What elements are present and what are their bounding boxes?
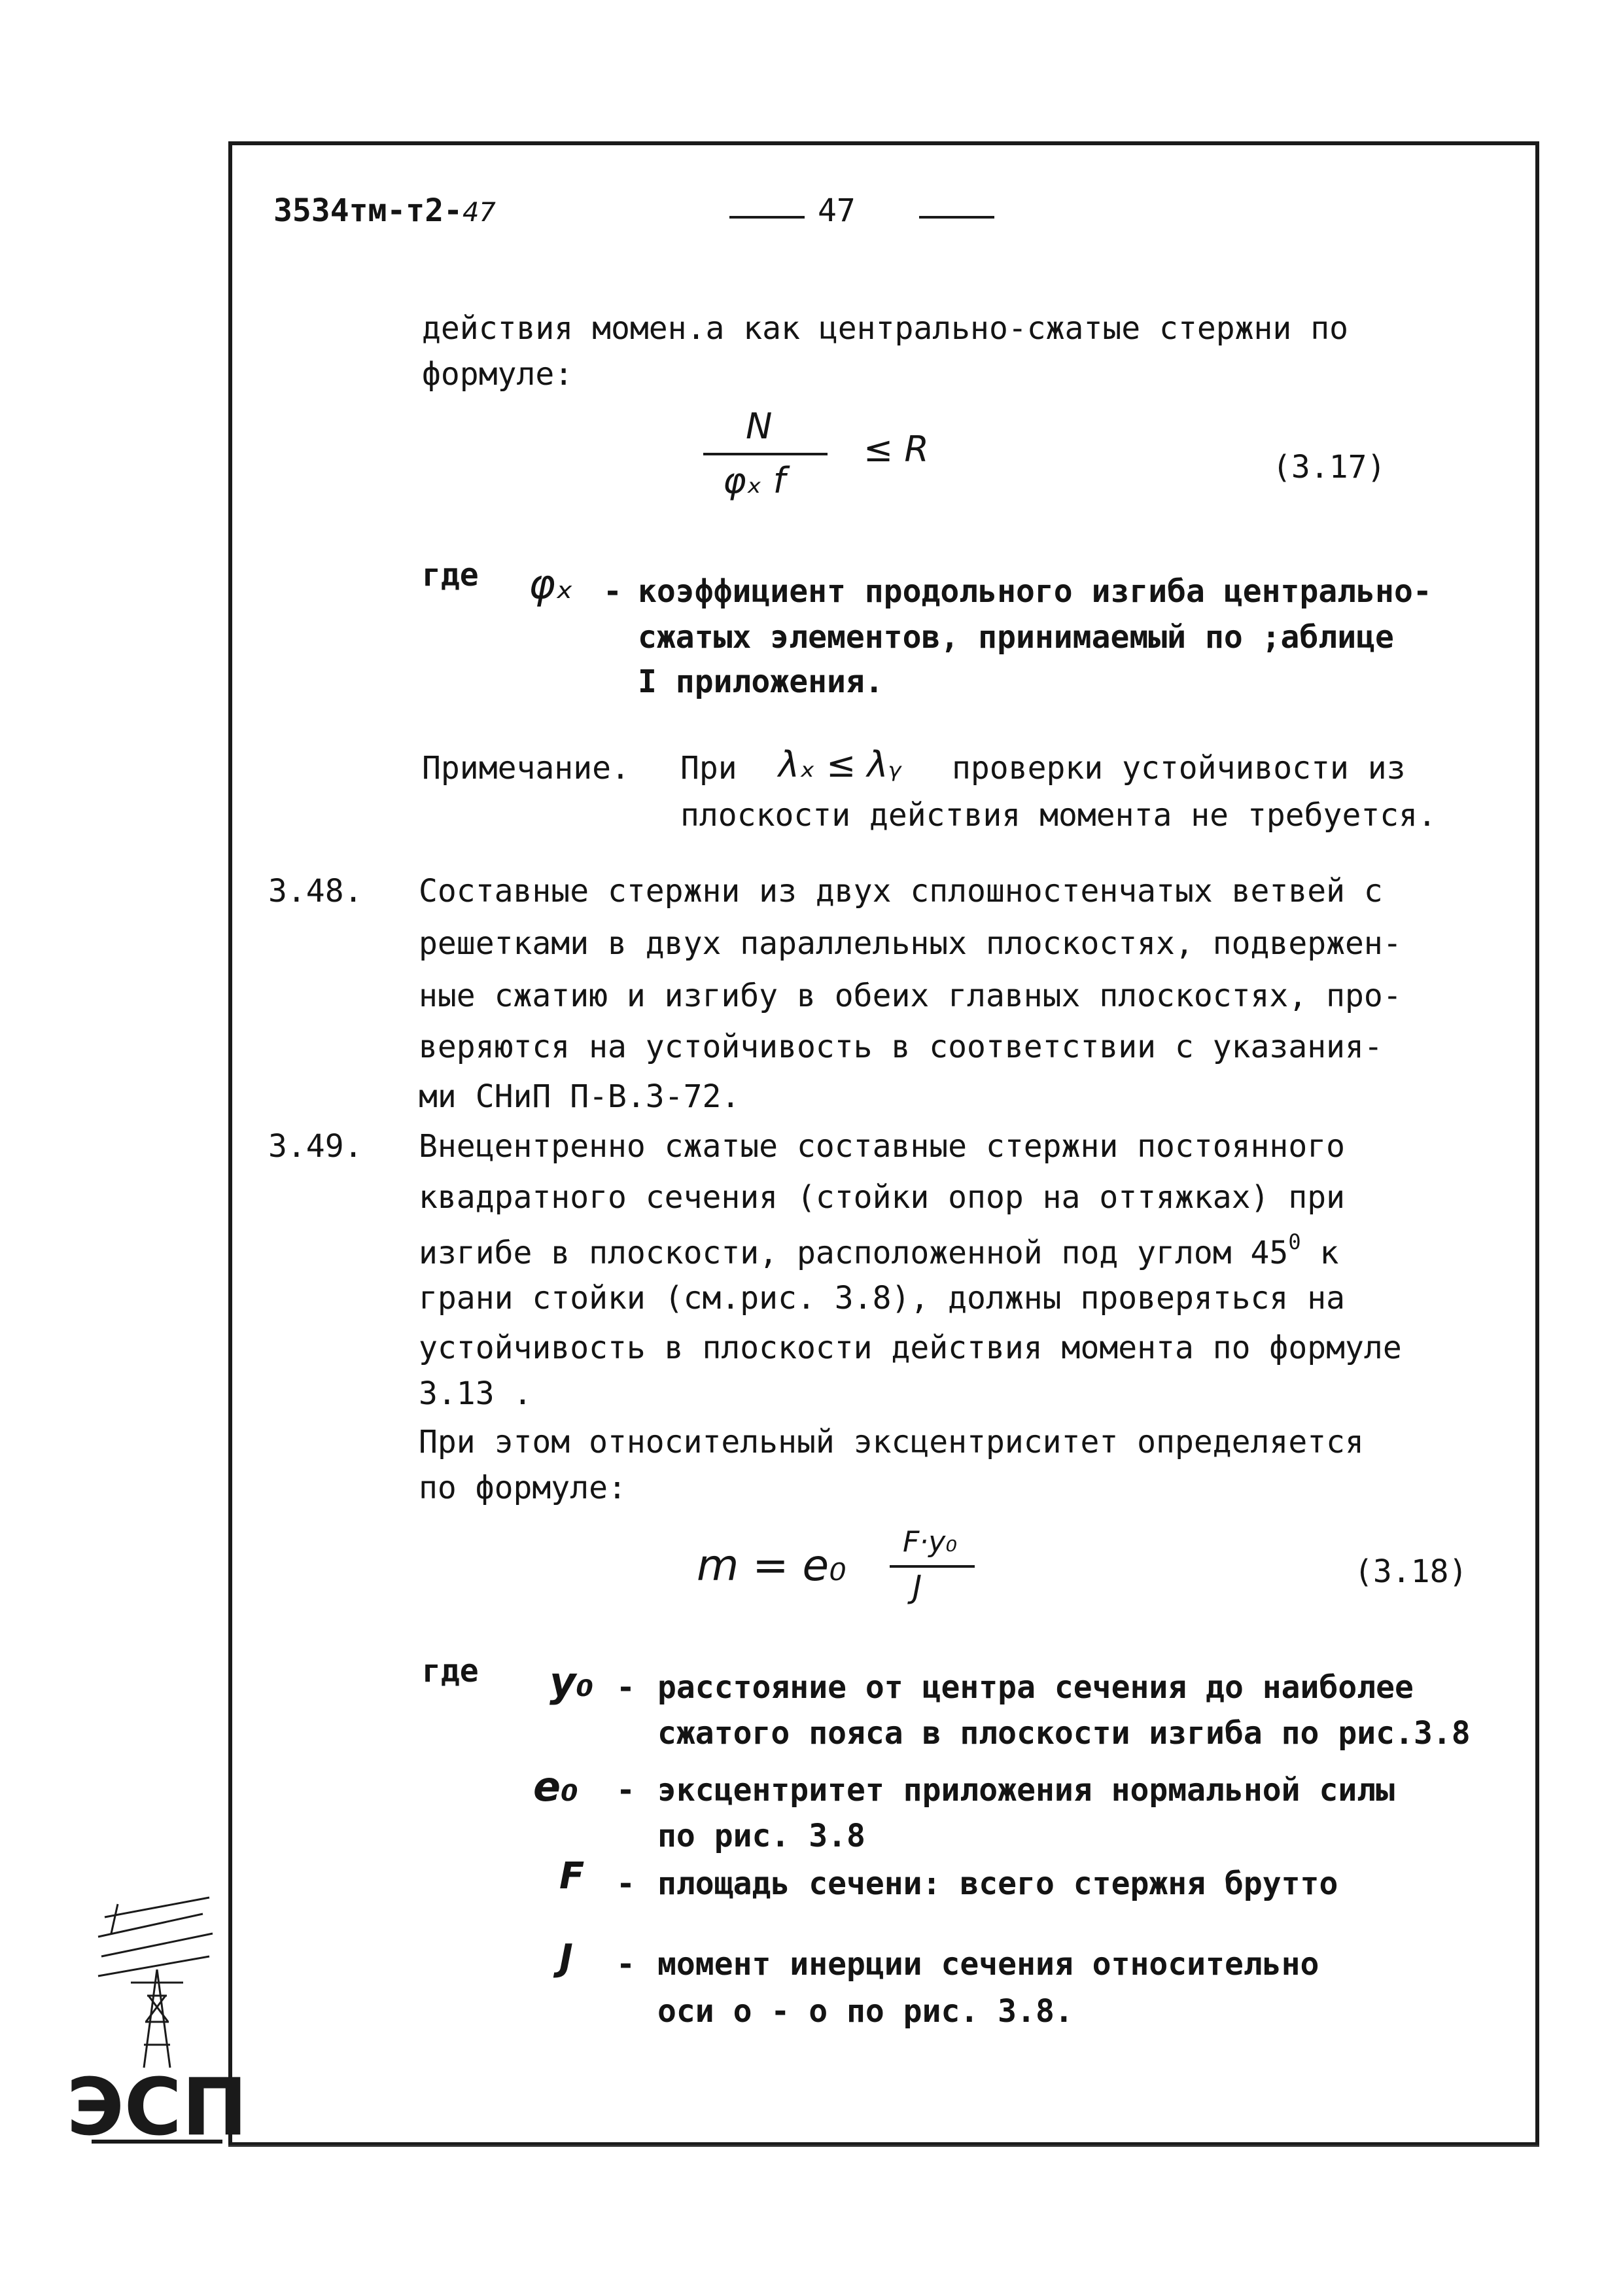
section-3-48-number: 3.48. [268,873,363,910]
where-2-item-line: расстояние от центра сечения до наиболее [657,1669,1414,1706]
intro-line-1: действия момен.а как центрально-сжатые стержни по [422,310,1349,347]
where-2-item-line: по рис. 3.8 [657,1818,865,1854]
where-1-line-3: I приложения. [638,663,884,700]
section-3-49-line: 3.13 . [419,1375,532,1412]
where-2-dash: - [616,1946,635,1983]
formula-3-18-lhs: m = e₀ [697,1540,846,1591]
where-2-item-line: эксцентритет приложения нормальной силы [657,1772,1395,1809]
section-3-48-line: ми СНиП П-В.3-72. [419,1078,741,1115]
formula-3-18-numerator: F·y₀ [903,1525,957,1559]
esp-logo-stamp [66,1898,248,2153]
section-3-48-line: Составные стержни из двух сплошностенчатых ветвей с [419,873,1383,910]
section-3-49-line: грани стойки (см.рис. 3.8), должны проверяться на [419,1280,1346,1316]
where-2-item-line: сжатого пояса в плоскости изгиба по рис.3.8 [657,1715,1471,1752]
section-3-48-line: решетками в двух параллельных плоскостях, подвержен- [419,925,1402,962]
where-1-line-2: сжатых элементов, принимаемый по ;аблице [638,619,1394,656]
formula-3-17-denominator: φₓ f [723,460,786,501]
header-dash-right [919,216,994,219]
section-3-49-line: квадратного сечения (стойки опор на оттяжках) при [419,1179,1346,1216]
section-3-49-line: устойчивость в плоскости действия момента по формуле [419,1330,1402,1366]
section-3-49-line: Внецентренно сжатые составные стержни постоянного [419,1128,1346,1165]
formula-3-17-numerator: N [746,406,773,447]
where-2-word: где [422,1653,479,1689]
where-2-item-line: оси о - о по рис. 3.8. [657,1993,1073,2030]
section-3-49-after-line-1: При этом относительный эксцентриситет определяется [419,1424,1364,1460]
page-border-bottom-line [228,2145,1539,2147]
formula-3-18-denominator: J [913,1569,922,1606]
where-2-symbol-j: J [559,1937,573,1979]
where-2-symbol-e0: e₀ [533,1763,579,1810]
formula-3-17-relation: ≤ R [864,429,929,470]
note-line-2: плоскости действия момента не требуется. [680,797,1437,834]
document-code-handwritten: 47 [462,198,496,228]
degree-sup: 0 [1288,1229,1301,1254]
section-3-48-line: веряются на устойчивость в соответствии с указания- [419,1029,1383,1065]
note-condition: λₓ ≤ λᵧ [778,744,901,785]
intro-line-2: формуле: [422,356,574,393]
where-1-symbol: φₓ [529,560,574,608]
where-2-item-line: момент инерции сечения относительно [657,1946,1319,1983]
where-2-dash: - [616,1669,635,1706]
where-2-symbol-y0: y₀ [550,1658,594,1706]
section-3-49-line-angle: изгибе в плоскости, расположенной под углом $45^0$ к [419,1229,1339,1271]
formula-3-17-number: (3.17) [1272,449,1386,486]
note-line-1-start: При [680,750,737,786]
document-code: 3534тм-т2-47 [273,192,496,229]
formula-3-18-number: (3.18) [1354,1553,1468,1590]
formula-3-17-fraction-bar [703,453,828,455]
formula-3-18-fraction-bar [890,1565,975,1568]
where-2-symbol-f: F [559,1855,585,1898]
section-3-49-after-line-2: по формуле: [419,1470,627,1506]
note-line-1-end: проверки устойчивости из [952,750,1406,786]
where-1-dash: - [603,573,622,610]
where-2-dash: - [616,1772,635,1809]
section-3-48-line: ные сжатию и изгибу в обеих главных плоскостях, про- [419,978,1402,1014]
where-2-item-line: площадь сечени: всего стержня брутто [657,1865,1338,1902]
where-1-line-1: коэффициент продольного изгиба центрально- [638,573,1432,610]
section-3-49-number: 3.49. [268,1128,363,1165]
header-dash-left [729,216,805,219]
page-number: 47 [818,192,856,229]
where-2-dash: - [616,1865,635,1902]
where-1-word: где [422,557,479,593]
note-label: Примечание. [422,750,630,786]
logo-letters: ЭСП [66,2062,248,2153]
